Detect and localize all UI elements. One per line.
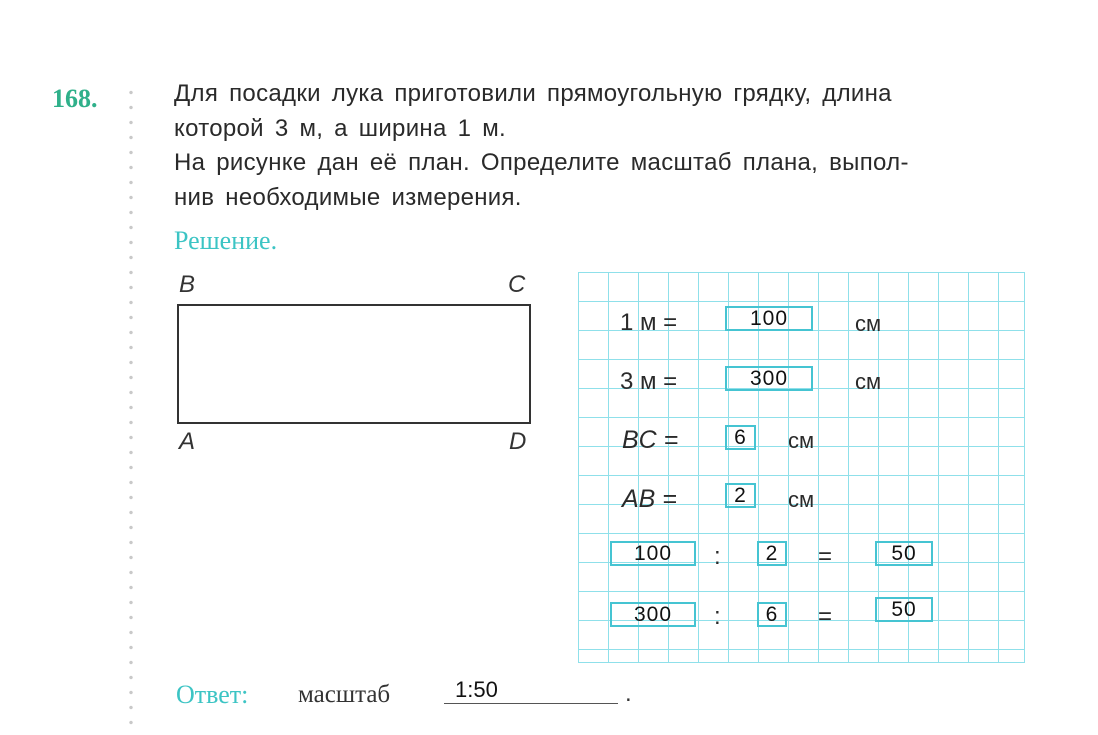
problem-text-line-3: На рисунке дан её план. Определите масштаб плана, выпол-: [174, 149, 909, 176]
row4-label: AB =: [622, 485, 677, 513]
row4-value-box: 2: [725, 483, 756, 508]
problem-number: 168.: [52, 84, 98, 113]
problem-text-line-4: нив необходимые измерения.: [174, 184, 522, 211]
row6-equals-sign: =: [818, 603, 833, 630]
row5-divisor-box: 2: [757, 541, 787, 566]
row5-result-box: 50: [875, 541, 933, 566]
problem-text-line-1: Для посадки лука приготовили прямоугольную грядку, длина: [174, 80, 892, 107]
vertex-label-b: B: [179, 271, 196, 298]
vertex-label-c: C: [508, 271, 526, 298]
solution-label: Решение.: [174, 226, 278, 255]
margin-dots: [128, 85, 134, 725]
answer-label: Ответ:: [176, 680, 249, 709]
row6-divisor-box: 6: [757, 602, 787, 627]
row1-unit: см: [855, 311, 882, 336]
answer-text: масштаб: [298, 681, 391, 708]
row3-unit: см: [788, 428, 815, 453]
row3-label: BC =: [622, 426, 679, 454]
vertex-label-d: D: [509, 428, 527, 455]
row3-value-box: 6: [725, 425, 756, 450]
garden-bed-plan-rectangle: [177, 304, 531, 424]
row2-value-box: 300: [725, 366, 813, 391]
row5-divide-sign: :: [714, 543, 721, 570]
row5-dividend-box: 100: [610, 541, 696, 566]
row6-result-box: 50: [875, 597, 933, 622]
problem-text-line-2: которой 3 м, а ширина 1 м.: [174, 115, 506, 142]
row1-value-box: 100: [725, 306, 813, 331]
row1-label: 1 м =: [620, 309, 678, 336]
row2-unit: см: [855, 369, 882, 394]
row6-dividend-box: 300: [610, 602, 696, 627]
answer-value: 1:50: [455, 677, 498, 702]
row6-divide-sign: :: [714, 603, 721, 630]
answer-underline: [444, 703, 618, 704]
answer-period: .: [625, 680, 632, 707]
row2-label: 3 м =: [620, 368, 678, 395]
row5-equals-sign: =: [818, 543, 833, 570]
row4-unit: см: [788, 487, 815, 512]
vertex-label-a: A: [179, 428, 196, 455]
